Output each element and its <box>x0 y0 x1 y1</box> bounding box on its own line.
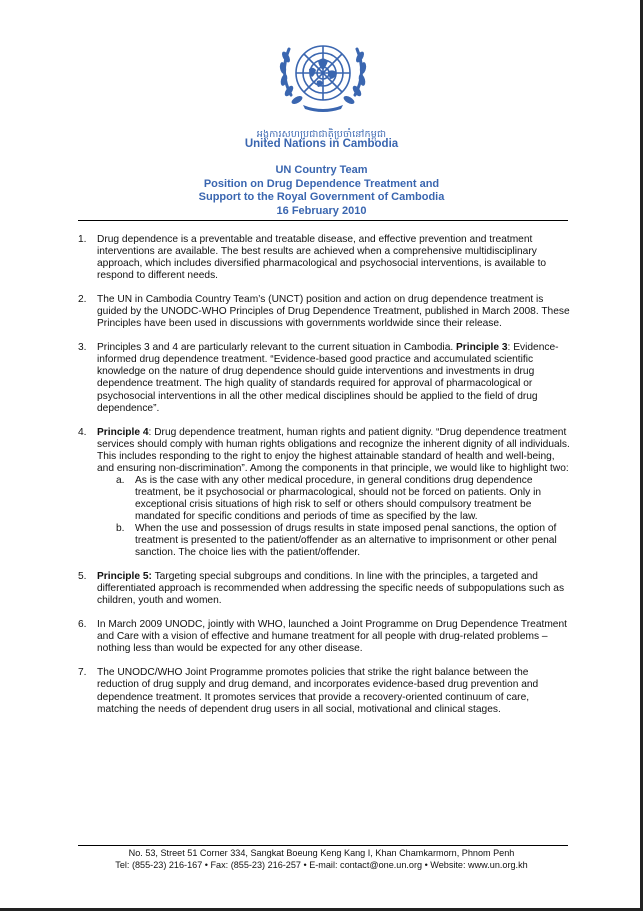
sub-item-text: When the use and possession of drugs results in state imposed penal sanctions, the option of treatment is presented to the patient/offender as an alternative to imprisonment or other penal sanction. The choice lies with the patient/offender. <box>135 522 557 559</box>
sub-item-a <box>97 475 570 523</box>
principle-label: Principle 5: <box>97 571 152 583</box>
title-line: Support to the Royal Government of Cambodia <box>198 191 445 204</box>
item-text: The UN in Cambodia Country Team’s (UNCT) position and action on drug dependence treatment is guided by the UNODC-WHO Principles of Drug Dependence Treatment, published in March 2008. These Principles have been used in discussions with governments worldwide since their release. <box>97 294 570 330</box>
title-divider <box>78 220 568 221</box>
sub-list <box>97 475 570 559</box>
item-number: 6. <box>78 619 87 631</box>
list-item-1 <box>78 234 570 282</box>
item-number: 7. <box>78 667 87 679</box>
list-item-5 <box>78 571 570 607</box>
item-number: 4. <box>78 426 87 438</box>
item-text: In March 2009 UNODC, jointly with WHO, launched a Joint Programme on Drug Dependence Treatment and Care with a vision of effective and humane treatment for all people with drug-related problems – nothing less than would be expected for any other disease. <box>97 619 567 655</box>
list-item-4 <box>78 427 570 560</box>
list-item-7 <box>78 667 570 715</box>
title-line: Position on Drug Dependence Treatment and <box>203 177 440 190</box>
document-title <box>0 164 643 218</box>
sub-item-letter: b. <box>116 522 125 534</box>
numbered-list <box>78 234 570 728</box>
list-item-2 <box>78 294 570 330</box>
item-text: : Drug dependence treatment, human rights and patient dignity. “Drug dependence treatment services should comply with human rights obligations and recognize the inherent dignity of all individuals. This includes responding to the right to enjoy the highest attainable standard of health and well-being, and ensuring non-discrimination”. Among the components in that principle, we would like to highlight two: <box>97 426 570 474</box>
principle-label: Principle 4 <box>97 426 149 438</box>
item-text: The UNODC/WHO Joint Programme promotes policies that strike the right balance between the reduction of drug supply and drug demand, and incorporates evidence-based drug prevention and dependence treatment. It promotes services that provide a recovery-oriented continuum of care, matching the needs of dependent drug users in all social, motivational and clinical stages. <box>97 667 539 715</box>
sub-item-b <box>97 523 570 559</box>
footer <box>0 848 643 871</box>
title-line: UN Country Team <box>275 164 368 176</box>
org-name: United Nations in Cambodia <box>244 138 399 150</box>
list-item-6 <box>78 619 570 655</box>
item-text: Targeting special subgroups and conditions. In line with the principles, a targeted and differentiated approach is recommended when addressing the specific needs of subpopulations such as children, youth and women. <box>97 571 565 607</box>
list-item-3 <box>78 342 570 414</box>
item-text: Drug dependence is a preventable and treatable disease, and effective prevention and treatment interventions are available. The best results are achieved when a comprehensive multidisciplinary approach, which includes diversified pharmacological and psychosocial interventions, is available to respond to different needs. <box>97 234 547 282</box>
item-number: 1. <box>78 234 87 245</box>
item-number: 3. <box>78 342 87 354</box>
item-text-intro: Principles 3 and 4 are particularly relevant to the current situation in Cambodia. <box>97 342 457 354</box>
item-text: : Evidence-informed drug dependence treatment. “Evidence-based good practice and accumulated scientific knowledge on the nature of drug dependence should guide interventions and investments in drug dependence treatment. The high quality of standards required for approval of pharmacological or psychosocial interventions in all the other medical disciplines should be applied to the field of drug dependence”. <box>97 342 559 414</box>
sub-item-letter: a. <box>116 474 125 486</box>
footer-address: No. 53, Street 51 Corner 334, Sangkat Boeung Keng Kang I, Khan Chamkarmorn, Phnom Penh <box>128 848 515 858</box>
item-number: 2. <box>78 294 87 306</box>
un-emblem-icon <box>273 35 373 125</box>
item-number: 5. <box>78 571 87 583</box>
principle-label: Principle 3 <box>456 342 508 354</box>
org-name-khmer: អង្គការសហប្រជាជាតិប្រចាំនៅកម្ពុជា <box>256 129 387 140</box>
footer-contact: Tel: (855-23) 216-167 • Fax: (855-23) 216-257 • E-mail: contact@one.un.org • Website: www.un.org.kh <box>115 859 528 870</box>
sub-item-text: As is the case with any other medical procedure, in general conditions drug dependence treatment, be it psychosocial or pharmacological, should not be forced on patients. Only in exceptional crisis situations of high risk to self or others should compulsory treatment be mandated for specific conditions and periods of time as specified by the law. <box>135 474 542 522</box>
footer-divider <box>78 845 568 846</box>
title-date: 16 February 2010 <box>276 204 367 217</box>
